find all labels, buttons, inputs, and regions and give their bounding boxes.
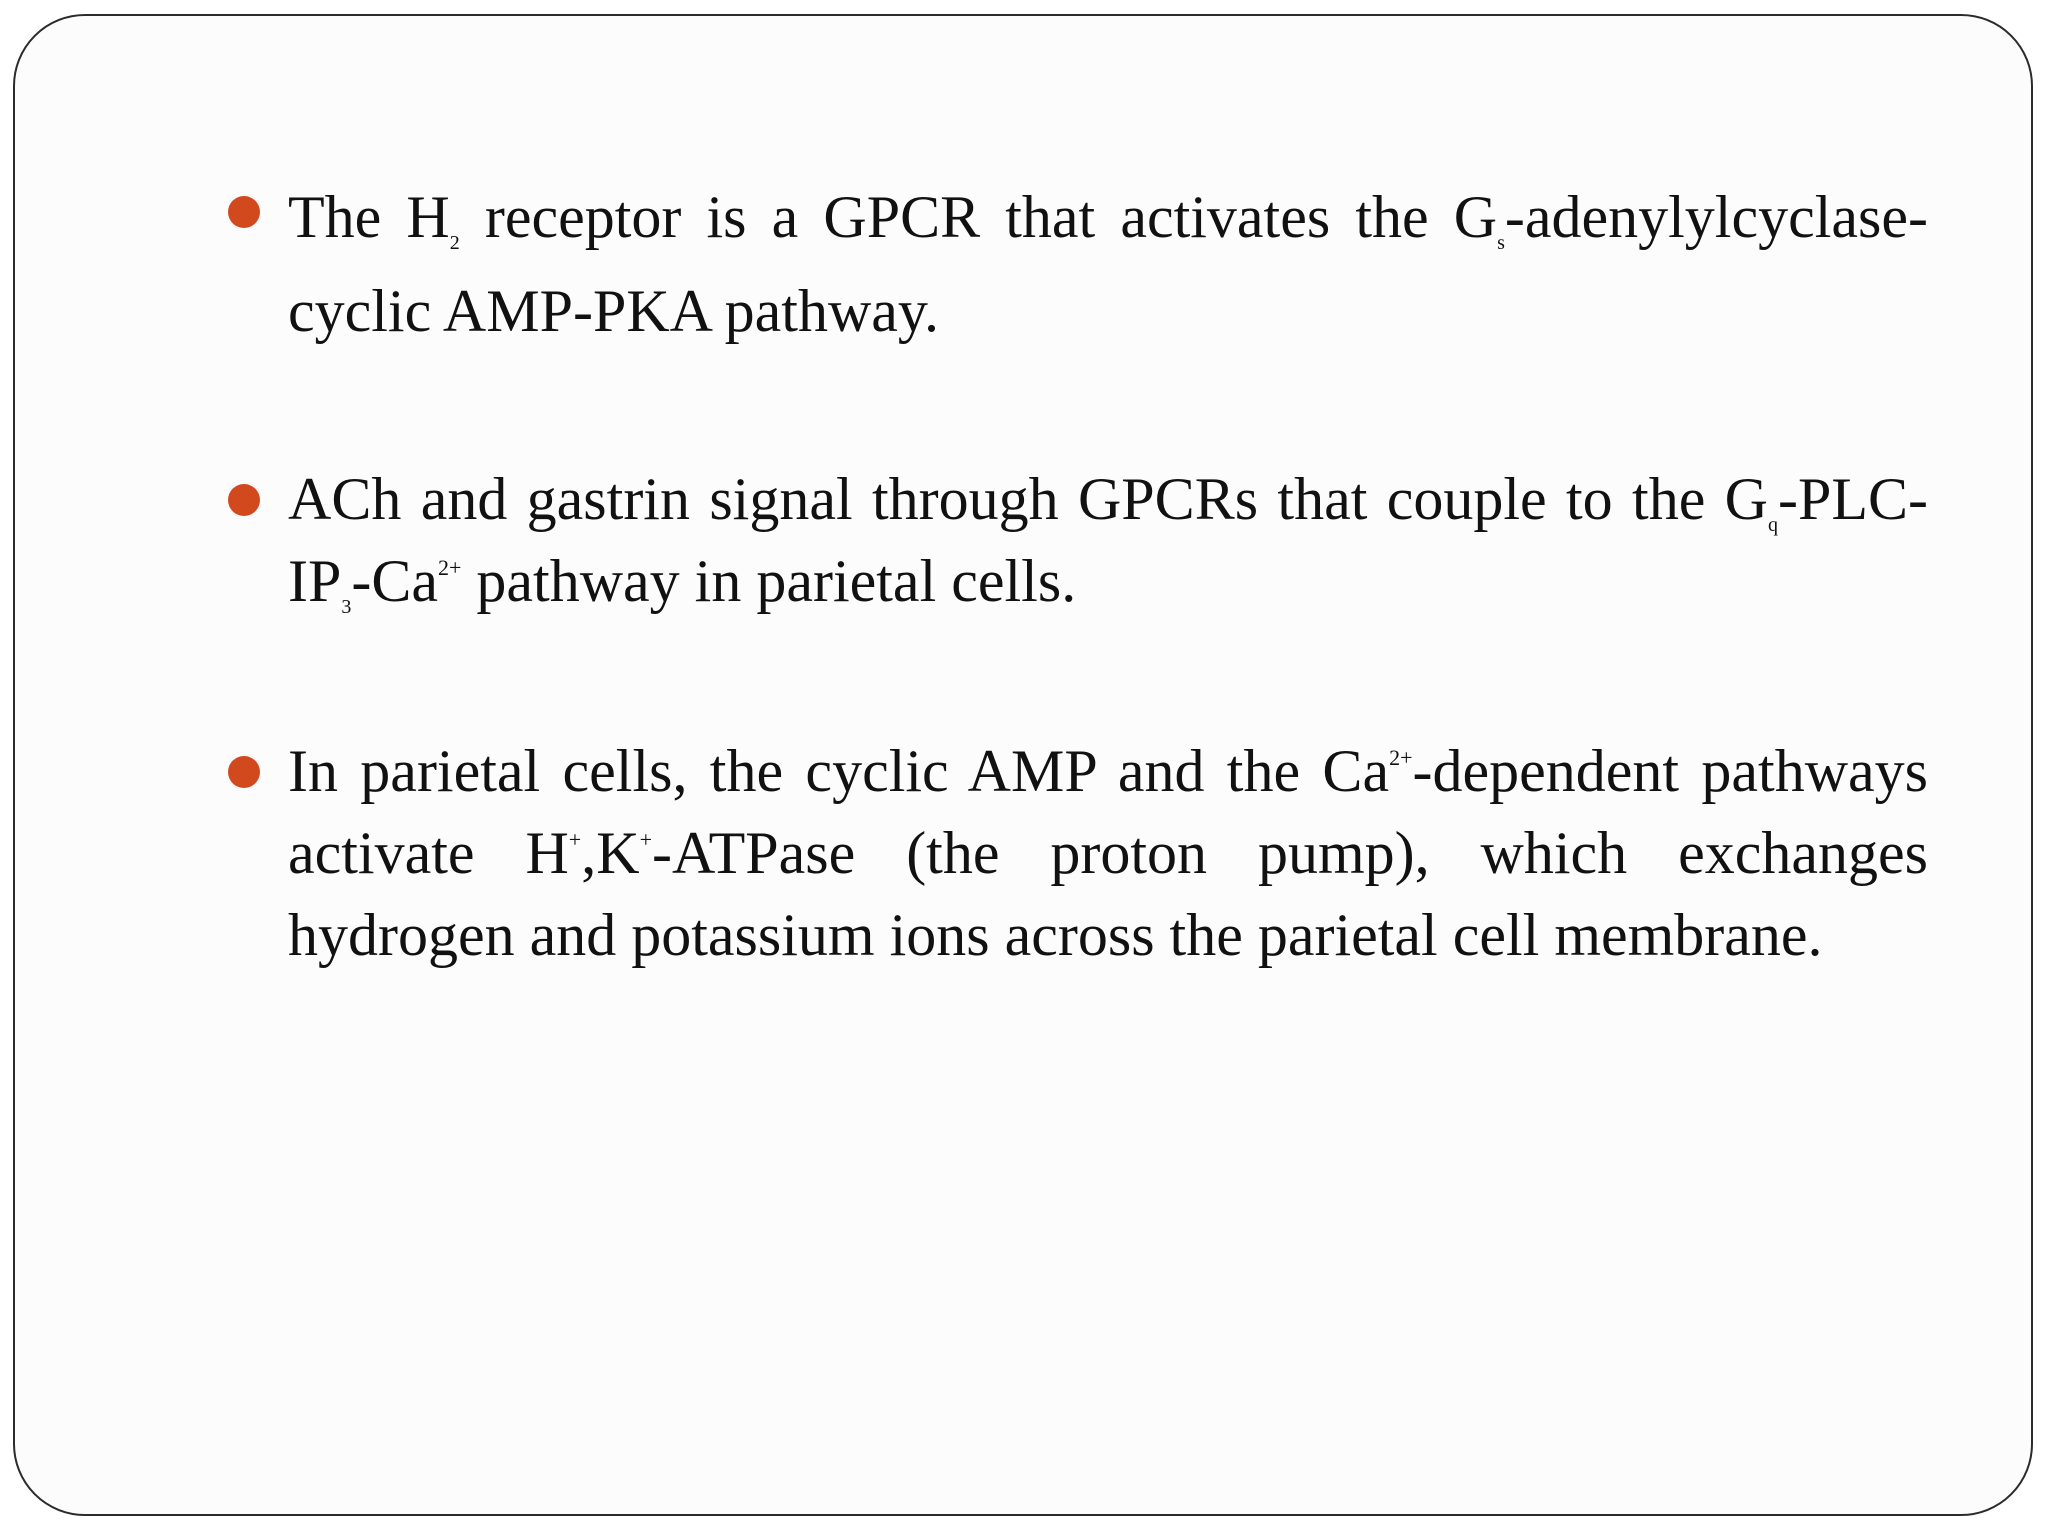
bullet-item-proton-pump	[228, 730, 1928, 976]
bullet-text: The $H_2$ receptor is a GPCR that activates the $G_s-adenylylcyclase$-cyclic AMP-PKA pathway.	[288, 184, 1928, 344]
bullet-text: In parietal cells, the cyclic AMP and the $Ca^{2+}$-dependent pathways activate H+,K+-ATPase (the proton pump), which exchanges hydrogen and potassium ions across the parietal cell membrane.	[288, 738, 1928, 968]
bullet-list	[228, 170, 1928, 1084]
bullet-text: ACh and gastrin signal through GPCRs that couple to the $G_q-PLC-IP_3-Ca^{2+}$ pathway in parietal cells.	[288, 466, 1928, 618]
bullet-dot-icon	[228, 196, 260, 228]
bullet-item-ach-gastrin	[228, 458, 1928, 622]
bullet-item-h2-receptor	[228, 170, 1928, 358]
bullet-dot-icon	[228, 484, 260, 516]
bullet-dot-icon	[228, 756, 260, 788]
